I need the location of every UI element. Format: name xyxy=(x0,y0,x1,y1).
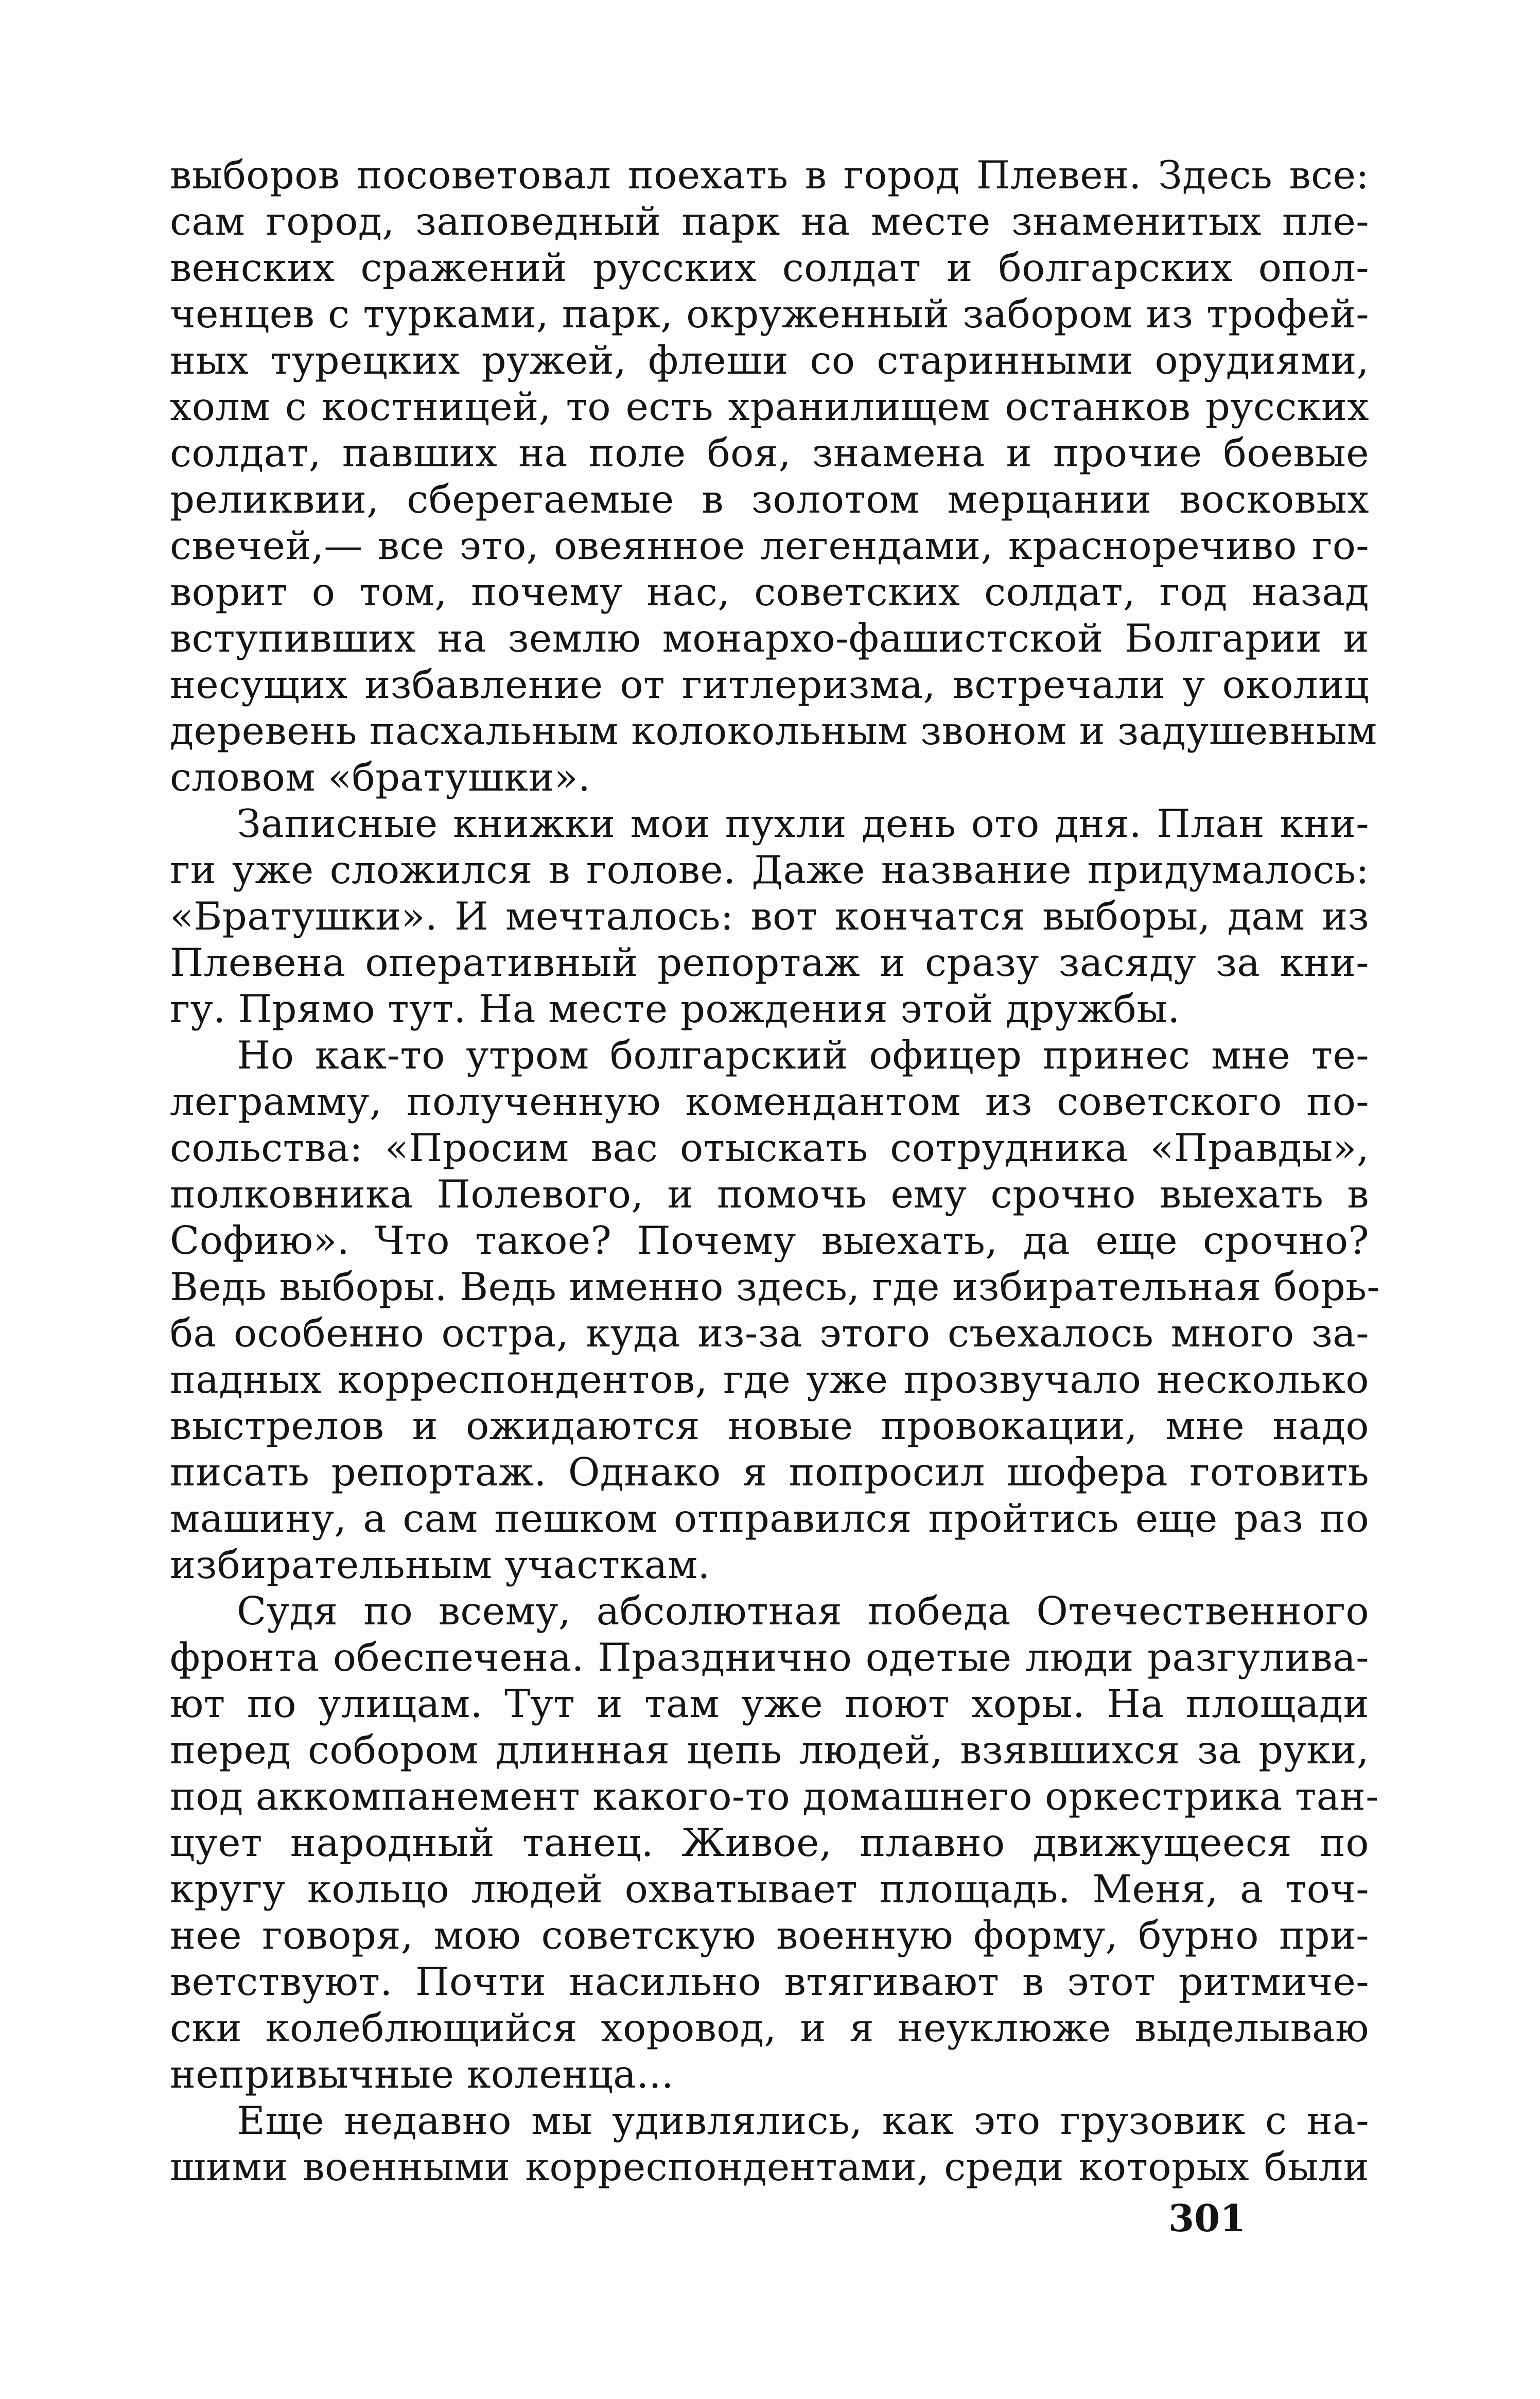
text-line: словом «братушки». xyxy=(170,755,591,800)
text-line: перед собором длинная цепь людей, взявшихся за руки, xyxy=(170,1727,1369,1773)
text-line: ных турецких ружей, флеши со старинными орудиями, xyxy=(170,338,1369,383)
text-line: цует народный танец. Живое, плавно движущееся по xyxy=(170,1820,1369,1865)
text-line: реликвии, сберегаемые в золотом мерцании восковых xyxy=(170,477,1369,522)
text-line: несущих избавление от гитлеризма, встречали у околиц xyxy=(170,662,1369,707)
text-line: Судя по всему, абсолютная победа Отечественного xyxy=(237,1588,1369,1634)
page-body-text xyxy=(170,152,1380,2190)
text-line: писать репортаж. Однако я попросил шофера готовить xyxy=(170,1449,1369,1495)
text-line: полковника Полевого, и помочь ему срочно выехать в xyxy=(170,1171,1369,1217)
text-line: выборов посоветовал поехать в город Плевен. Здесь все: xyxy=(170,152,1369,198)
text-line: Еще недавно мы удивлялись, как это грузовик с на- xyxy=(237,2098,1369,2143)
text-line: солдат, павших на поле боя, знамена и прочие боевые xyxy=(170,430,1369,476)
paragraph xyxy=(170,2097,1369,2190)
text-line: ворит о том, почему нас, советских солдат, год назад xyxy=(170,569,1369,615)
text-line: сам город, заповедный парк на месте знаменитых пле- xyxy=(170,199,1369,244)
text-line: свечей,— все это, овеянное легендами, красноречиво го- xyxy=(170,523,1369,568)
text-line: выстрелов и ожидаются новые провокации, мне надо xyxy=(170,1403,1369,1448)
text-line: непривычные коленца... xyxy=(170,2052,674,2097)
text-line: вступивших на землю монархо-фашистской Болгарии и xyxy=(170,616,1369,661)
text-line: Но как-то утром болгарский офицер принес мне те- xyxy=(237,1032,1369,1078)
text-line: деревень пасхальным колокольным звоном и задушевным xyxy=(170,708,1377,754)
text-line: шими военными корреспондентами, среди которых были xyxy=(170,2144,1369,2190)
text-line: венских сражений русских солдат и болгарских опол- xyxy=(170,245,1369,290)
paragraph xyxy=(170,1032,1380,1588)
text-line: «Братушки». И мечталось: вот кончатся выборы, дам из xyxy=(170,894,1369,939)
text-line: холм с костницей, то есть хранилищем останков русских xyxy=(170,384,1369,429)
text-line: Ведь выборы. Ведь именно здесь, где избирательная борь- xyxy=(170,1264,1380,1309)
text-line: ют по улицам. Тут и там уже поют хоры. На площади xyxy=(170,1681,1369,1726)
paragraph xyxy=(170,1588,1379,2097)
text-line: ветствуют. Почти насильно втягивают в этот ритмиче- xyxy=(170,1959,1369,2004)
text-line: ски колеблющийся хоровод, и я неуклюже выделываю xyxy=(170,2005,1369,2051)
text-line: леграмму, полученную комендантом из советского по- xyxy=(170,1079,1369,1124)
text-line: ба особенно остра, куда из-за этого съехалось много за- xyxy=(170,1310,1369,1356)
text-line: сольства: «Просим вас отыскать сотрудника «Правды», xyxy=(170,1125,1369,1170)
text-line: нее говоря, мою советскую военную форму, бурно при- xyxy=(170,1913,1369,1958)
text-line: гу. Прямо тут. На месте рождения этой дружбы. xyxy=(170,986,1180,1031)
text-line: Плевена оперативный репортаж и сразу засяду за кни- xyxy=(170,940,1369,985)
text-line: падных корреспондентов, где уже прозвучало несколько xyxy=(170,1357,1369,1402)
text-line: машину, а сам пешком отправился пройтись еще раз по xyxy=(170,1496,1369,1541)
paragraph xyxy=(170,152,1377,800)
text-line: фронта обеспечена. Празднично одетые люди разгулива- xyxy=(170,1635,1369,1680)
text-line: Записные книжки мои пухли день ото дня. План кни- xyxy=(237,801,1369,846)
text-line: Софию». Что такое? Почему выехать, да еще срочно? xyxy=(170,1218,1369,1263)
text-line: под аккомпанемент какого-то домашнего оркестрика тан- xyxy=(170,1774,1379,1819)
paragraph xyxy=(170,800,1369,1032)
page-number: 301 xyxy=(1168,2196,1246,2240)
text-line: ченцев с турками, парк, окруженный забором из трофей- xyxy=(170,291,1369,337)
text-line: кругу кольцо людей охватывает площадь. Меня, а точ- xyxy=(170,1866,1369,1912)
text-line: ги уже сложился в голове. Даже название придумалось: xyxy=(170,847,1369,892)
text-line: избирательным участкам. xyxy=(170,1542,710,1587)
